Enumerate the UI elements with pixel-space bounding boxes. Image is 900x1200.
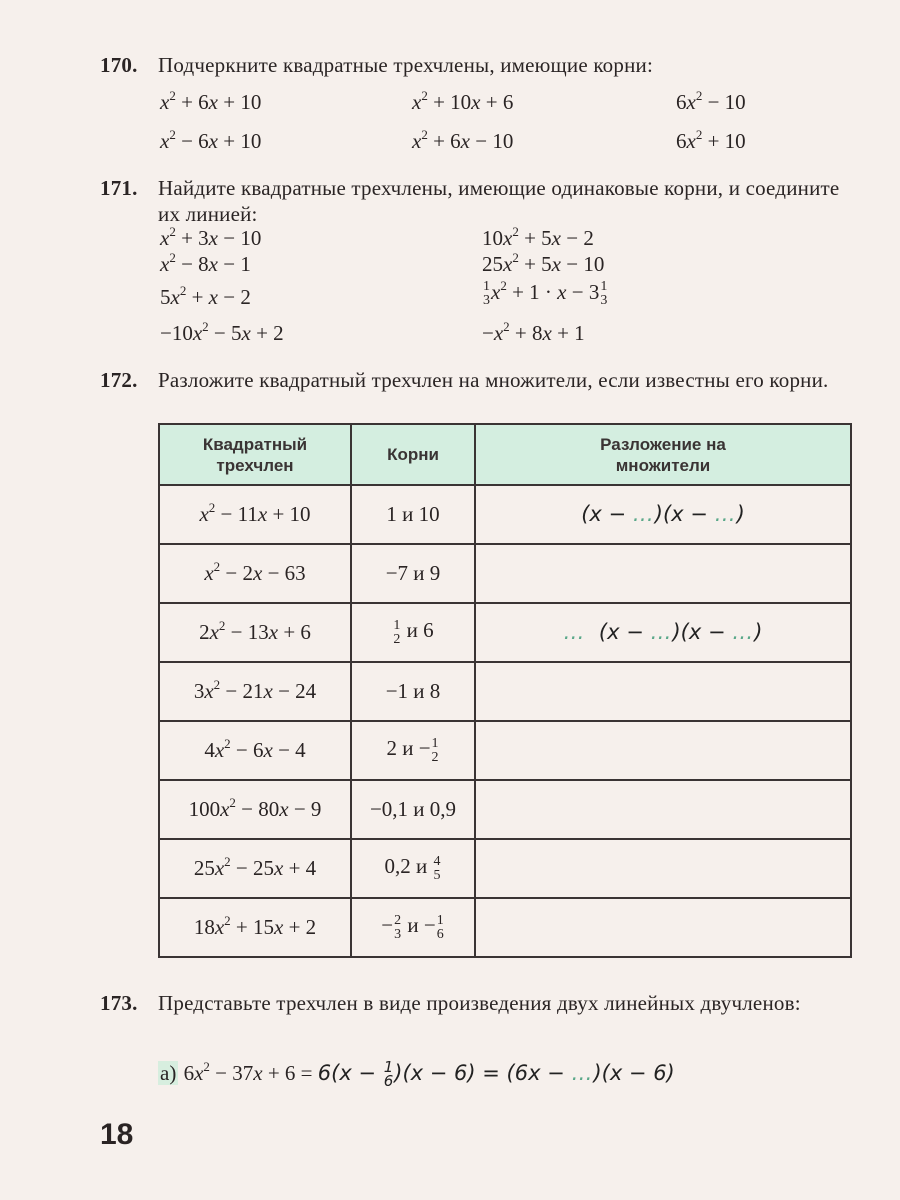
poly-170-4[interactable]: $x^2 - 6x + 10$	[160, 127, 262, 153]
poly-171-left-3[interactable]: $5x^2 + x - 2$	[160, 283, 251, 309]
cell-roots: 1 и 10	[351, 485, 475, 544]
exercise-number: 171.	[100, 176, 138, 200]
cell-polynomial: $100x^2 - 80x - 9$	[159, 780, 351, 839]
item-label: а)	[160, 1061, 177, 1085]
table-row	[159, 839, 851, 898]
exercise-number: 172.	[100, 368, 138, 392]
cell-factorization[interactable]	[475, 839, 851, 898]
page-number: 18	[100, 1118, 134, 1151]
table-row	[159, 898, 851, 957]
exercise-172	[100, 367, 860, 393]
cell-polynomial: $25x^2 - 25x + 4$	[159, 839, 351, 898]
poly-170-2[interactable]: $x^2 + 10x + 6$	[412, 88, 514, 114]
cell-factorization[interactable]	[475, 780, 851, 839]
table-row	[159, 780, 851, 839]
cell-roots: 1 2 и 6	[351, 603, 475, 662]
poly-171-right-1[interactable]: $10x^2 + 5x - 2$	[482, 224, 594, 250]
poly-170-1[interactable]: $x^2 + 6x + 10$	[160, 88, 262, 114]
poly-171-left-4[interactable]: $-10x^2 - 5x + 2$	[160, 319, 284, 345]
exercise-number: 173.	[100, 991, 138, 1015]
cell-roots: − 2 3 и − 1 6	[351, 898, 475, 957]
cell-factorization[interactable]	[475, 544, 851, 603]
cell-polynomial: $18x^2 + 15x + 2$	[159, 898, 351, 957]
poly-171-left-1[interactable]: $x^2 + 3x - 10$	[160, 224, 262, 250]
cell-polynomial: $3x^2 - 21x - 24$	[159, 662, 351, 721]
exercise-170	[100, 52, 860, 78]
cell-roots: −0,1 и 0,9	[351, 780, 475, 839]
cell-polynomial: $x^2 - 2x - 63$	[159, 544, 351, 603]
cell-roots: −1 и 8	[351, 662, 475, 721]
table-row	[159, 485, 851, 544]
factorization-table	[158, 423, 852, 958]
cell-roots: 2 и − 1 2	[351, 721, 475, 780]
cell-roots: −7 и 9	[351, 544, 475, 603]
cell-roots: 0,2 и 4 5	[351, 839, 475, 898]
cell-factorization[interactable]	[475, 662, 851, 721]
poly-171-right-4[interactable]: $-x^2 + 8x + 1$	[482, 319, 585, 345]
cell-factorization[interactable]: … (x − …)(x − …)	[475, 603, 851, 662]
exercise-text: Разложите квадратный трехчлен на множители, если известны его корни.	[158, 368, 829, 392]
cell-polynomial: $4x^2 - 6x - 4$	[159, 721, 351, 780]
poly-171-left-2[interactable]: $x^2 - 8x - 1$	[160, 250, 251, 276]
poly-170-6[interactable]: $6x^2 + 10$	[676, 127, 746, 153]
table-row	[159, 544, 851, 603]
table-row	[159, 721, 851, 780]
cell-polynomial: $x^2 - 11x + 10$	[159, 485, 351, 544]
table-header-row	[159, 424, 851, 485]
cell-polynomial: $2x^2 - 13x + 6$	[159, 603, 351, 662]
cell-factorization[interactable]	[475, 898, 851, 957]
header-factorization: Разложение на множители	[475, 424, 851, 485]
exercise-171	[100, 175, 860, 227]
poly-170-5[interactable]: $x^2 + 6x - 10$	[412, 127, 514, 153]
exercise-text: Подчеркните квадратные трехчлены, имеющие корни:	[158, 53, 653, 77]
table-row	[159, 603, 851, 662]
exercise-173	[100, 990, 860, 1016]
cell-factorization[interactable]	[475, 721, 851, 780]
cell-factorization[interactable]: (x − …)(x − …)	[475, 485, 851, 544]
header-polynomial: Квадратный трехчлен	[159, 424, 351, 485]
poly-170-3[interactable]: $6x^2 - 10$	[676, 88, 746, 114]
exercise-number: 170.	[100, 53, 138, 77]
exercise-text: Найдите квадратные трехчлены, имеющие одинаковые корни, и соедините их линией:	[158, 176, 840, 226]
poly-171-right-2[interactable]: $25x^2 + 5x - 10$	[482, 250, 605, 276]
table-row	[159, 662, 851, 721]
poly-171-right-3[interactable]: 1 3 $x^2 + 1 \cdot x - 3$ 1 3	[483, 278, 608, 309]
exercise-173-item-a: а) $6x^2 - 37x + 6 = 6(x$ − 1 6 )(x − 6) = (6x − …)(x − 6)	[160, 1058, 675, 1090]
header-roots: Корни	[351, 424, 475, 485]
exercise-text: Представьте трехчлен в виде произведения двух линейных двучленов:	[158, 991, 801, 1015]
